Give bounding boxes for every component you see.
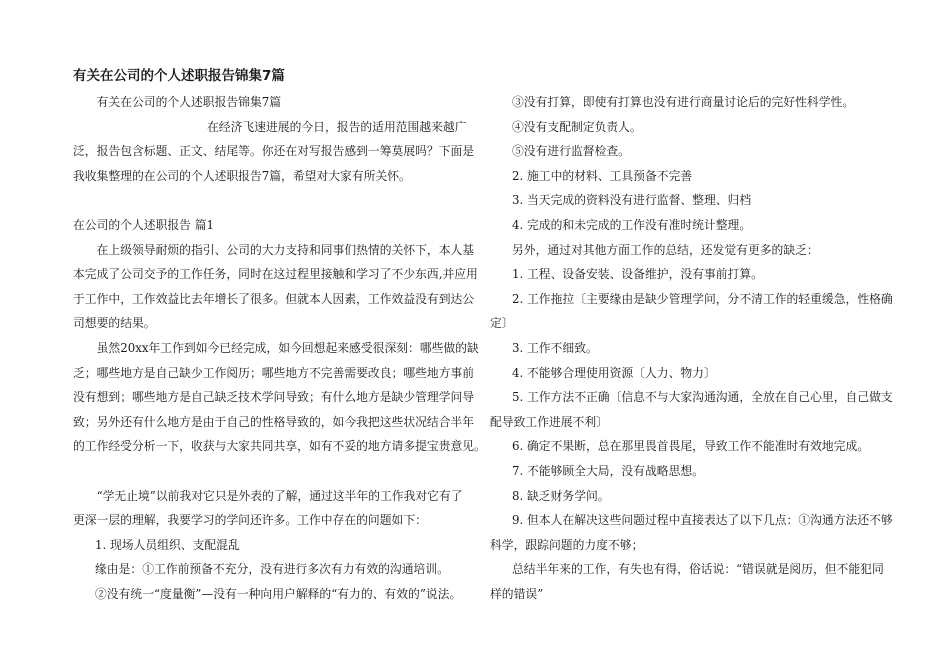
left-column	[73, 90, 486, 606]
list-item-continuation: 科学，跟踪问题的力度不够；	[490, 537, 644, 552]
list-item: 4. 完成的和未完成的工作没有准时统计整理。	[512, 217, 752, 232]
paragraph-line: 虽然20xx年工作到如今已经完成，如今回想起来感受很深刻：哪些做的缺	[96, 340, 479, 355]
section-heading: 在公司的个人述职报告 篇1	[73, 217, 215, 232]
paragraph-line: 样的错误”	[490, 586, 544, 601]
document-title: 有关在公司的个人述职报告锦集7篇	[73, 68, 285, 84]
paragraph-line: 乏；哪些地方是自己缺少工作阅历；哪些地方不完善需要改良；哪些地方事前	[73, 365, 475, 380]
paragraph-line: 于工作中，工作效益比去年增长了很多。但就本人因素，工作效益没有到达公	[73, 291, 475, 306]
right-column	[490, 90, 893, 606]
paragraph-line: “学无止境”以前我对它只是外表的了解，通过这半年的工作我对它有了	[96, 488, 463, 503]
list-item-continuation: 定〕	[490, 316, 514, 331]
paragraph-line: 的工作经受分析一下，收获与大家共同共享，如有不妥的地方请多提宝贵意见。	[73, 439, 486, 454]
list-item: ③没有打算，即使有打算也没有进行商量讨论后的完好性科学性。	[512, 95, 855, 109]
paragraph-line: 致；另外还有什么地方是由于自己的性格导致的，如今我把这些状况结合半年	[73, 414, 475, 429]
paragraph-line: 更深一层的理解，我要学习的学问还许多。工作中存在的问题如下：	[73, 513, 427, 528]
paragraph-line: 在上级领导耐烦的指引、公司的大力支持和同事们热情的关怀下，本人基	[96, 242, 475, 257]
paragraph-line: 司想要的结果。	[73, 316, 156, 331]
list-item: 1. 工程、设备安装、设备维护，没有事前打算。	[512, 267, 763, 282]
list-item-continuation: 配导致工作进展不利〕	[490, 414, 608, 429]
intro-line-2: 泛，报告包含标题、正文、结尾等。你还在对写报告感到一筹莫展吗？下面是	[73, 144, 475, 159]
list-item: ⑤没有进行监督检查。	[512, 144, 630, 159]
paragraph-line: 总结半年来的工作，有失也有得，俗话说：“错误就是阅历，但不能犯同	[512, 562, 884, 577]
list-item: 4. 不能够合理使用资源〔人力、物力〕	[512, 365, 716, 380]
list-item: 7. 不能够顾全大局，没有战略思想。	[512, 463, 704, 478]
list-item: 6. 确定不果断，总在那里畏首畏尾，导致工作不能准时有效地完成。	[512, 439, 870, 454]
list-item: 2. 施工中的材料、工具预备不完善	[512, 168, 693, 183]
list-item: 3. 工作不细致。	[512, 340, 598, 355]
list-item: 3. 当天完成的资料没有进行监督、整理、归档	[512, 193, 752, 208]
list-item: 2. 工作拖拉〔主要缘由是缺少管理学问，分不清工作的轻重缓急，性格确	[512, 291, 893, 306]
list-item: 5. 工作方法不正确〔信息不与大家沟通沟通，全放在自己心里，自己做支	[512, 390, 893, 405]
subtitle: 有关在公司的个人述职报告锦集7篇	[96, 95, 282, 109]
list-item: 9. 但本人在解决这些问题过程中直接表达了以下几点：①沟通方法还不够	[512, 513, 893, 528]
paragraph-line: ②没有统一“度量衡”—没有一种向用户解释的“有力的、有效的”说法。	[95, 586, 462, 601]
paragraph-line: 没有想到；哪些地方是自己缺乏技术学问导致；有什么地方是缺少管理学问导	[73, 390, 475, 405]
paragraph-line: 缘由是：①工作前预备不充分，没有进行多次有力有效的沟通培训。	[95, 562, 449, 577]
intro-line-3: 我收集整理的在公司的个人述职报告7篇，希望对大家有所关怀。	[73, 168, 411, 183]
paragraph-line: 本完成了公司交予的工作任务，同时在这过程里接触和学习了不少东西,并应用	[73, 267, 478, 282]
intro-line-1: 在经济飞速进展的今日，报告的适用范围越来越广	[207, 119, 467, 134]
list-item: 8. 缺乏财务学问。	[512, 488, 610, 503]
list-item: ④没有支配制定负责人。	[512, 119, 642, 134]
paragraph-line: 另外，通过对其他方面工作的总结，还发觉有更多的缺乏：	[512, 242, 819, 257]
list-item: 1. 现场人员组织、支配混乱	[95, 537, 240, 552]
